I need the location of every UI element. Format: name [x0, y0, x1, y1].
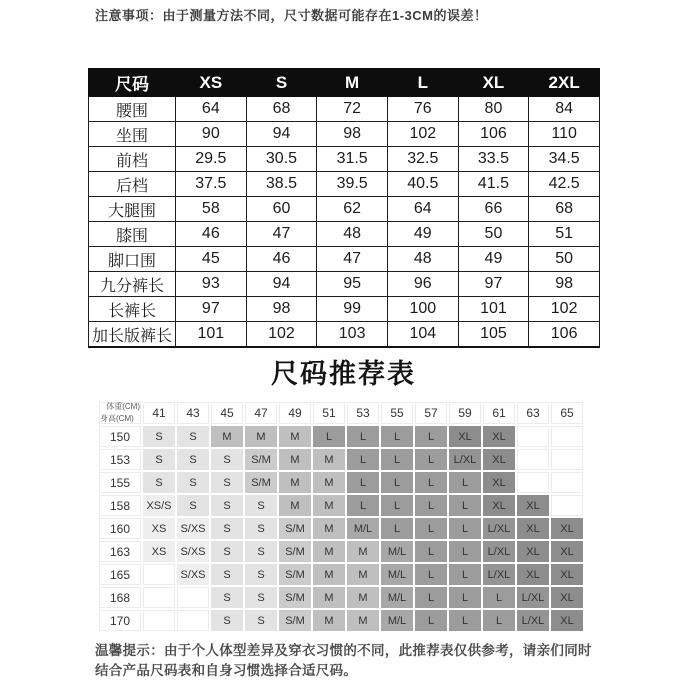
recommend-table-title: 尺码推荐表	[271, 359, 416, 389]
measurement-label: 膝围	[89, 222, 176, 247]
size-cell-empty	[143, 610, 175, 631]
size-cell: L/XL	[483, 518, 515, 539]
size-cell: L	[347, 426, 379, 447]
measurement-value: 101	[176, 322, 247, 348]
size-cell-empty	[517, 426, 549, 447]
size-cell: S	[143, 449, 175, 470]
weight-col-header: 59	[449, 402, 481, 424]
size-cell: S	[211, 472, 243, 493]
measurement-value: 72	[317, 97, 388, 122]
measurement-value: 48	[387, 247, 458, 272]
measurement-value: 106	[458, 122, 529, 147]
size-cell: L	[449, 541, 481, 562]
measurement-value: 98	[529, 272, 600, 297]
weight-col-header: 61	[483, 402, 515, 424]
size-cell-empty	[551, 495, 583, 516]
recommend-table-header-row	[99, 402, 583, 424]
size-cell: L	[381, 472, 413, 493]
size-cell: M	[313, 495, 345, 516]
measurement-label: 脚口围	[89, 247, 176, 272]
size-cell: L/XL	[517, 610, 549, 631]
height-axis-label: 身高(CM)	[100, 414, 134, 423]
height-row-header: 168	[99, 587, 141, 608]
size-cell: L/XL	[449, 449, 481, 470]
measurement-value: 105	[458, 322, 529, 348]
measurement-value: 100	[387, 297, 458, 322]
size-cell-empty	[177, 587, 209, 608]
size-cell: S/M	[279, 518, 311, 539]
size-cell: L	[415, 610, 447, 631]
size-cell: L	[449, 610, 481, 631]
size-cell: L	[415, 449, 447, 470]
size-cell-empty	[143, 564, 175, 585]
measurement-value: 93	[176, 272, 247, 297]
size-cell: S	[211, 541, 243, 562]
measurement-value: 45	[176, 247, 247, 272]
size-cell: XL	[483, 495, 515, 516]
measurement-value: 46	[176, 222, 247, 247]
measurement-value: 68	[246, 97, 317, 122]
size-cell-empty	[177, 610, 209, 631]
size-cell: M/L	[381, 587, 413, 608]
size-cell: M	[211, 426, 243, 447]
size-cell: S/M	[245, 472, 277, 493]
measurement-value: 97	[176, 297, 247, 322]
measurement-value: 98	[317, 122, 388, 147]
measurement-value: 48	[317, 222, 388, 247]
size-cell: M	[347, 610, 379, 631]
size-table-header-row	[89, 69, 600, 97]
measurement-value: 42.5	[529, 172, 600, 197]
size-cell: M	[347, 564, 379, 585]
measurement-value: 96	[387, 272, 458, 297]
size-cell: S/M	[279, 541, 311, 562]
recommend-row	[99, 495, 583, 516]
size-cell: L	[381, 495, 413, 516]
measurement-value: 49	[458, 247, 529, 272]
size-cell: S	[177, 472, 209, 493]
size-table-row	[89, 272, 600, 297]
size-cell: XL	[449, 426, 481, 447]
tip-text: 温馨提示：由于个人体型差异及穿衣习惯的不同，此推荐表仅供参考，请亲们同时结合产品尺码表和自身习惯选择合适尺码。	[95, 643, 592, 679]
notice-text: 注意事项：由于测量方法不同，尺寸数据可能存在1-3CM的误差！	[95, 8, 488, 23]
measurement-value: 29.5	[176, 147, 247, 172]
height-row-header: 165	[99, 564, 141, 585]
size-table-row	[89, 197, 600, 222]
measurement-label: 坐围	[89, 122, 176, 147]
size-cell: XL	[517, 564, 549, 585]
measurement-label: 大腿围	[89, 197, 176, 222]
size-cell: M	[313, 610, 345, 631]
measurement-value: 40.5	[387, 172, 458, 197]
measurement-value: 99	[317, 297, 388, 322]
size-table-col-header: M	[317, 69, 388, 97]
size-table-col-header: L	[387, 69, 458, 97]
size-cell: S	[245, 495, 277, 516]
size-cell: S/XS	[177, 564, 209, 585]
weight-col-header: 47	[245, 402, 277, 424]
size-table-row	[89, 97, 600, 122]
measurement-value: 41.5	[458, 172, 529, 197]
size-cell: L	[415, 564, 447, 585]
size-cell: S	[177, 495, 209, 516]
size-cell: L	[415, 426, 447, 447]
size-table-row	[89, 222, 600, 247]
measurement-value: 33.5	[458, 147, 529, 172]
size-cell: XL	[551, 564, 583, 585]
measurement-value: 64	[176, 97, 247, 122]
size-table-row	[89, 172, 600, 197]
corner-cell	[99, 402, 141, 424]
size-cell: L	[415, 541, 447, 562]
size-cell: L	[415, 495, 447, 516]
size-cell: M	[347, 541, 379, 562]
size-cell: XL	[483, 449, 515, 470]
measurement-label: 九分裤长	[89, 272, 176, 297]
size-table-row	[89, 122, 600, 147]
size-table-col-header: 尺码	[89, 69, 176, 97]
measurement-value: 50	[458, 222, 529, 247]
size-table-header	[89, 69, 600, 97]
measurement-value: 47	[317, 247, 388, 272]
size-cell-empty	[551, 426, 583, 447]
size-cell: M	[313, 564, 345, 585]
size-cell: L	[483, 587, 515, 608]
measurement-value: 47	[246, 222, 317, 247]
size-cell: L/XL	[483, 541, 515, 562]
measurement-value: 110	[529, 122, 600, 147]
measurement-value: 80	[458, 97, 529, 122]
size-cell: L	[313, 426, 345, 447]
size-cell: M	[313, 472, 345, 493]
size-cell: S	[211, 610, 243, 631]
height-row-header: 160	[99, 518, 141, 539]
size-cell: M	[279, 495, 311, 516]
size-cell: M	[313, 449, 345, 470]
measurement-value: 37.5	[176, 172, 247, 197]
size-cell: L	[449, 587, 481, 608]
size-cell: L	[483, 610, 515, 631]
size-cell: XS	[143, 541, 175, 562]
size-cell: XL	[551, 587, 583, 608]
measurement-value: 34.5	[529, 147, 600, 172]
size-cell: S	[245, 587, 277, 608]
measurement-value: 104	[387, 322, 458, 348]
size-table	[88, 68, 600, 348]
size-cell: L	[449, 495, 481, 516]
recommend-row	[99, 610, 583, 631]
size-cell: S	[211, 518, 243, 539]
size-cell: XL	[483, 472, 515, 493]
recommend-row	[99, 564, 583, 585]
size-table-row	[89, 247, 600, 272]
size-cell: S/XS	[177, 541, 209, 562]
size-cell: L	[415, 587, 447, 608]
size-table-col-header: S	[246, 69, 317, 97]
size-table-row	[89, 322, 600, 348]
measurement-value: 76	[387, 97, 458, 122]
recommend-row	[99, 449, 583, 470]
measurement-value: 30.5	[246, 147, 317, 172]
size-cell: L	[347, 472, 379, 493]
size-cell: M	[279, 472, 311, 493]
size-cell: S	[177, 449, 209, 470]
size-cell: S/M	[279, 564, 311, 585]
size-cell: S	[143, 472, 175, 493]
weight-col-header: 57	[415, 402, 447, 424]
size-cell: XL	[517, 518, 549, 539]
height-row-header: 153	[99, 449, 141, 470]
size-cell: M	[245, 426, 277, 447]
measurement-value: 97	[458, 272, 529, 297]
size-cell: M	[313, 518, 345, 539]
weight-col-header: 45	[211, 402, 243, 424]
weight-col-header: 53	[347, 402, 379, 424]
weight-axis-label: 体重(CM)	[106, 402, 140, 411]
size-cell: L/XL	[517, 587, 549, 608]
size-table-row	[89, 297, 600, 322]
size-cell: M/L	[381, 564, 413, 585]
measurement-value: 90	[176, 122, 247, 147]
size-cell: L	[381, 518, 413, 539]
measurement-value: 66	[458, 197, 529, 222]
weight-col-header: 51	[313, 402, 345, 424]
recommend-table-body	[99, 426, 583, 631]
measurement-label: 腰围	[89, 97, 176, 122]
size-table-row	[89, 147, 600, 172]
size-cell: XL	[517, 495, 549, 516]
size-cell-empty	[517, 472, 549, 493]
size-cell: M	[347, 587, 379, 608]
measurement-value: 102	[387, 122, 458, 147]
weight-col-header: 41	[143, 402, 175, 424]
size-cell: M	[279, 449, 311, 470]
weight-col-header: 43	[177, 402, 209, 424]
size-cell: S/XS	[177, 518, 209, 539]
measurement-value: 95	[317, 272, 388, 297]
height-row-header: 170	[99, 610, 141, 631]
size-cell: L	[415, 472, 447, 493]
size-cell: S	[211, 587, 243, 608]
size-cell: M/L	[381, 541, 413, 562]
size-cell: L	[415, 518, 447, 539]
measurement-value: 50	[529, 247, 600, 272]
size-cell: XL	[551, 610, 583, 631]
size-cell: M	[279, 426, 311, 447]
weight-col-header: 49	[279, 402, 311, 424]
size-cell-empty	[551, 472, 583, 493]
recommend-row	[99, 426, 583, 447]
size-cell-empty	[551, 449, 583, 470]
measurement-value: 46	[246, 247, 317, 272]
measurement-value: 49	[387, 222, 458, 247]
size-cell: S	[211, 449, 243, 470]
measurement-value: 68	[529, 197, 600, 222]
measurement-value: 102	[529, 297, 600, 322]
measurement-label: 前档	[89, 147, 176, 172]
measurement-value: 102	[246, 322, 317, 348]
size-cell: S/M	[279, 610, 311, 631]
size-table-col-header: 2XL	[529, 69, 600, 97]
measurement-label: 后档	[89, 172, 176, 197]
size-cell: L	[381, 426, 413, 447]
size-cell: S	[245, 610, 277, 631]
size-table-col-header: XS	[176, 69, 247, 97]
size-cell: M	[313, 587, 345, 608]
size-cell: L	[449, 472, 481, 493]
size-cell-empty	[517, 449, 549, 470]
size-cell: L	[347, 495, 379, 516]
measurement-value: 64	[387, 197, 458, 222]
size-cell: M/L	[347, 518, 379, 539]
size-cell: S/M	[245, 449, 277, 470]
size-cell: S/M	[279, 587, 311, 608]
weight-col-header: 63	[517, 402, 549, 424]
measurement-value: 51	[529, 222, 600, 247]
measurement-value: 62	[317, 197, 388, 222]
measurement-value: 39.5	[317, 172, 388, 197]
size-cell: S	[143, 426, 175, 447]
size-cell: S	[245, 541, 277, 562]
measurement-value: 94	[246, 122, 317, 147]
size-cell: S	[245, 564, 277, 585]
height-row-header: 163	[99, 541, 141, 562]
size-cell: XL	[483, 426, 515, 447]
size-cell: S	[177, 426, 209, 447]
weight-col-header: 65	[551, 402, 583, 424]
height-row-header: 158	[99, 495, 141, 516]
recommend-row	[99, 518, 583, 539]
size-cell-empty	[143, 587, 175, 608]
size-cell: S	[211, 495, 243, 516]
size-cell: M	[313, 541, 345, 562]
weight-col-header: 55	[381, 402, 413, 424]
measurement-value: 101	[458, 297, 529, 322]
recommend-row	[99, 472, 583, 493]
measurement-value: 98	[246, 297, 317, 322]
measurement-value: 94	[246, 272, 317, 297]
size-cell: S	[211, 564, 243, 585]
recommend-table	[97, 400, 585, 633]
measurement-value: 106	[529, 322, 600, 348]
size-cell: XL	[517, 541, 549, 562]
recommend-table-header	[99, 402, 583, 424]
size-cell: XL	[551, 541, 583, 562]
height-row-header: 150	[99, 426, 141, 447]
size-cell: L	[381, 449, 413, 470]
size-cell: XS/S	[143, 495, 175, 516]
measurement-label: 长裤长	[89, 297, 176, 322]
recommend-row	[99, 587, 583, 608]
height-row-header: 155	[99, 472, 141, 493]
size-cell: L	[347, 449, 379, 470]
recommend-row	[99, 541, 583, 562]
size-cell: L	[449, 518, 481, 539]
size-cell: XL	[551, 518, 583, 539]
size-cell: S	[245, 518, 277, 539]
size-cell: L	[449, 564, 481, 585]
size-table-body	[89, 97, 600, 348]
measurement-value: 60	[246, 197, 317, 222]
size-cell: M/L	[381, 610, 413, 631]
measurement-value: 38.5	[246, 172, 317, 197]
measurement-value: 103	[317, 322, 388, 348]
measurement-value: 32.5	[387, 147, 458, 172]
measurement-value: 31.5	[317, 147, 388, 172]
measurement-value: 58	[176, 197, 247, 222]
size-table-col-header: XL	[458, 69, 529, 97]
size-cell: XS	[143, 518, 175, 539]
measurement-value: 84	[529, 97, 600, 122]
measurement-label: 加长版裤长	[89, 322, 176, 348]
size-cell: L/XL	[483, 564, 515, 585]
